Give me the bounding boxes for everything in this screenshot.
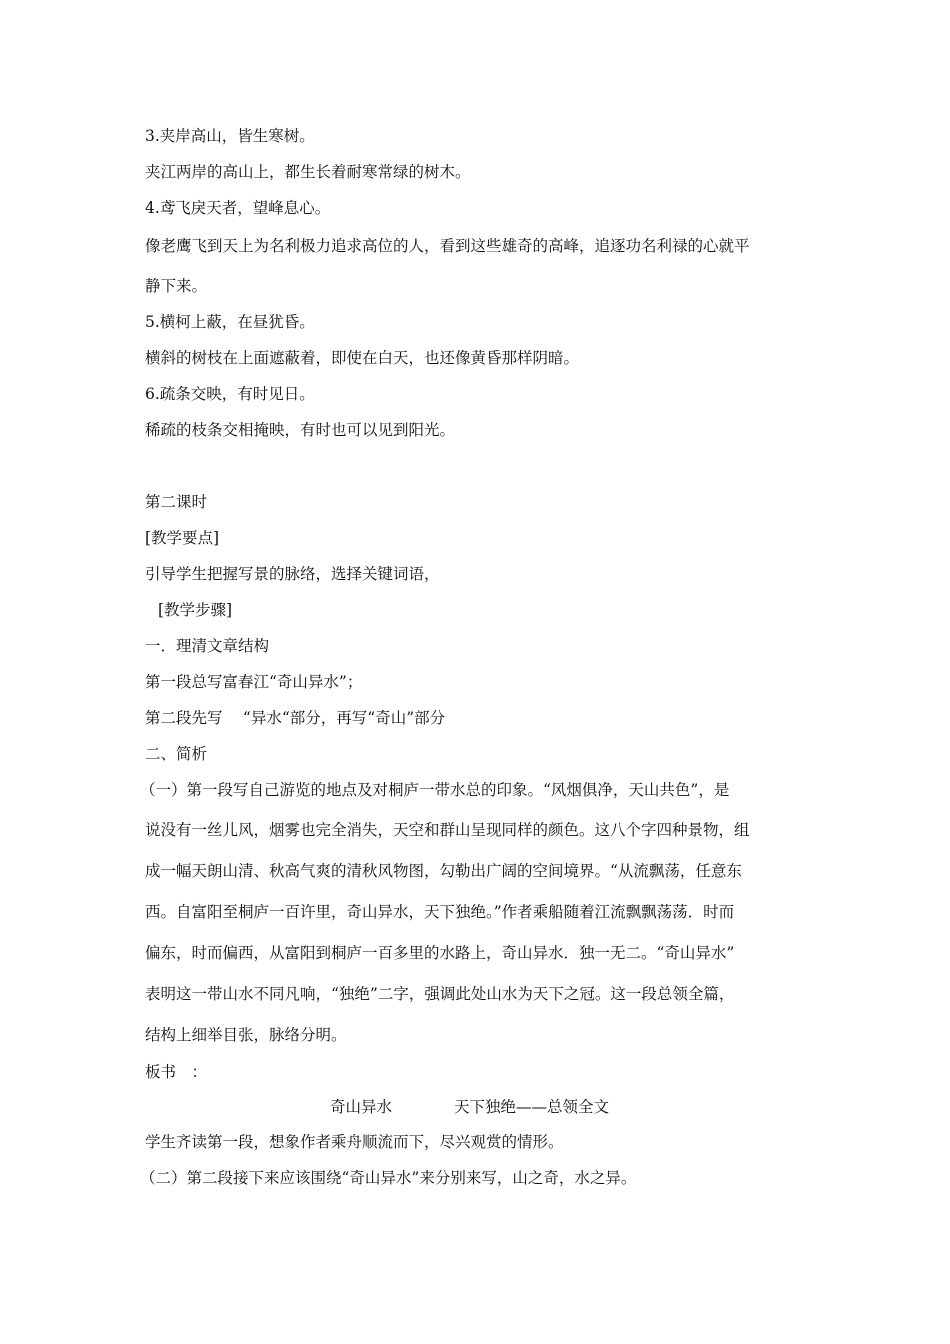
text-line: （二）第二段接下来应该围绕“奇山异水”来分别来写，山之奇，水之异。 (140, 1169, 637, 1187)
board-note: 奇山异水 天下独绝——总领全文 (330, 1098, 610, 1116)
section-heading: 第二课时 (145, 493, 208, 511)
text-line: （一）第一段写自己游览的地点及对桐庐一带水总的印象。“风烟俱净，天山共色”，是 (140, 781, 730, 799)
text-line: 稀疏的枝条交相掩映，有时也可以见到阳光。 (145, 421, 456, 439)
text-line: 像老鹰飞到天上为名利极力追求高位的人，看到这些雄奇的高峰，追逐功名利禄的心就平 (145, 237, 750, 255)
text-line: 成一幅天朗山清、秋高气爽的清秋风物图，勾勒出广阔的空间境界。“从流飘荡，任意东 (145, 862, 742, 880)
text-line: 夹江两岸的高山上，都生长着耐寒常绿的树木。 (145, 163, 471, 181)
text-line: 第一段总写富春江“奇山异水”； (145, 673, 363, 691)
text-line: 静下来。 (145, 277, 208, 295)
text-line: 5.横柯上蔽，在昼犹昏。 (145, 313, 315, 331)
text-line: 结构上细举目张，脉络分明。 (145, 1026, 347, 1044)
text-line: 4.鸢飞戾天者，望峰息心。 (145, 199, 331, 217)
text-line: [教学步骤] (158, 601, 233, 619)
text-line: 横斜的树枝在上面遮蔽着，即使在白天，也还像黄昏那样阴暗。 (145, 349, 580, 367)
text-line: 引导学生把握写景的脉络，选择关键词语， (145, 565, 440, 583)
text-line: 6.疏条交映，有时见日。 (145, 385, 315, 403)
text-line: 二、简析 (145, 745, 208, 763)
text-line: 板书 ： (145, 1063, 208, 1081)
text-line: 说没有一丝儿风，烟雾也完全消失，天空和群山呈现同样的颜色。这八个字四种景物，组 (145, 821, 750, 839)
text-line: 偏东，时而偏西，从富阳到桐庐一百多里的水路上，奇山异水．独一无二。“奇山异水” (145, 944, 735, 962)
text-line: 一．理清文章结构 (145, 637, 270, 655)
text-line: [教学要点] (145, 529, 220, 547)
text-line: 西。自富阳至桐庐一百许里，奇山异水，天下独绝。”作者乘船随着江流飘飘荡荡．时而 (145, 903, 735, 921)
text-line: 第二段先写 “异水“部分，再写“奇山”部分 (145, 709, 446, 727)
text-line: 学生齐读第一段，想象作者乘舟顺流而下，尽兴观赏的情形。 (145, 1133, 564, 1151)
text-line: 表明这一带山水不同凡响，“独绝”二字，强调此处山水为天下之冠。这一段总领全篇， (145, 985, 735, 1003)
text-line: 3.夹岸高山，皆生寒树。 (145, 127, 315, 145)
